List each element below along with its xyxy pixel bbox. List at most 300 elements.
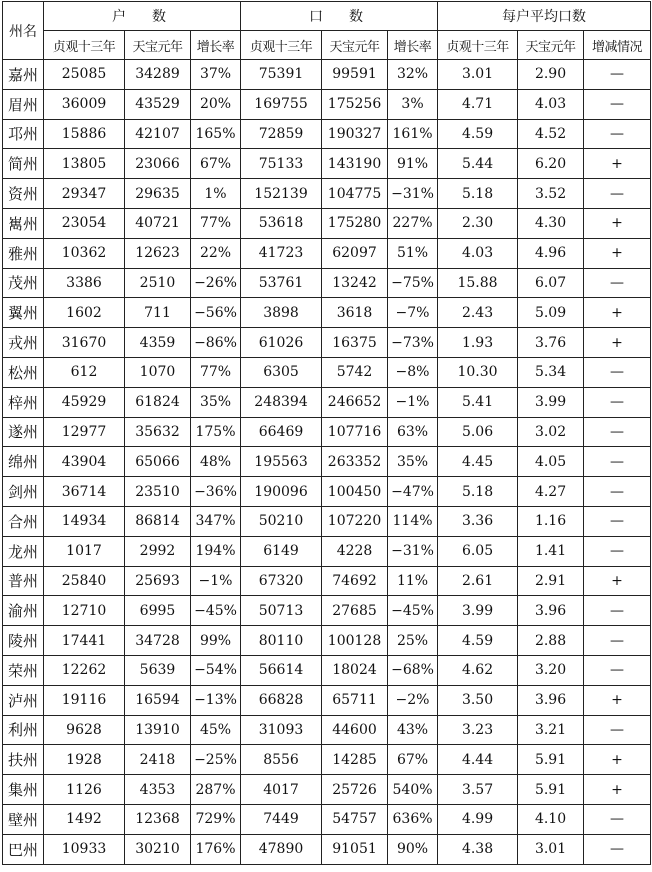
table-row: [3, 655, 651, 685]
households-growth-cell: 1%: [191, 179, 241, 209]
header-households-growth: 增长率: [191, 31, 241, 60]
households-growth-cell: 287%: [191, 775, 241, 805]
households-zhenguan-cell: 23054: [44, 208, 125, 238]
population-tianbao-cell: 100450: [322, 477, 388, 507]
population-zhenguan-cell: 31093: [241, 715, 322, 745]
population-tianbao-cell: 107716: [322, 417, 388, 447]
prefecture-cell: 巴州: [3, 834, 44, 864]
average-tianbao-cell: 2.90: [518, 60, 584, 90]
households-growth-cell: 77%: [191, 208, 241, 238]
average-tianbao-cell: 3.96: [518, 685, 584, 715]
population-zhenguan-cell: 169755: [241, 89, 322, 119]
header-population-tianbao: 天宝元年: [322, 31, 388, 60]
households-tianbao-cell: 43529: [125, 89, 191, 119]
households-growth-cell: 22%: [191, 238, 241, 268]
population-tianbao-cell: 100128: [322, 626, 388, 656]
average-change-cell: —: [584, 60, 651, 90]
prefecture-cell: 集州: [3, 775, 44, 805]
table-row: [3, 179, 651, 209]
population-zhenguan-cell: 190096: [241, 477, 322, 507]
households-zhenguan-cell: 612: [44, 357, 125, 387]
households-zhenguan-cell: 1928: [44, 745, 125, 775]
average-tianbao-cell: 1.41: [518, 536, 584, 566]
average-zhenguan-cell: 4.44: [438, 745, 518, 775]
average-change-cell: —: [584, 119, 651, 149]
population-growth-cell: 67%: [388, 745, 438, 775]
average-tianbao-cell: 2.88: [518, 626, 584, 656]
households-growth-cell: −45%: [191, 596, 241, 626]
average-tianbao-cell: 5.91: [518, 775, 584, 805]
households-growth-cell: −54%: [191, 655, 241, 685]
header-average-zhenguan: 贞观十三年: [438, 31, 518, 60]
households-zhenguan-cell: 12262: [44, 655, 125, 685]
households-tianbao-cell: 86814: [125, 506, 191, 536]
population-zhenguan-cell: 61026: [241, 328, 322, 358]
households-tianbao-cell: 2418: [125, 745, 191, 775]
prefecture-cell: 绵州: [3, 447, 44, 477]
population-tianbao-cell: 13242: [322, 268, 388, 298]
households-growth-cell: 67%: [191, 149, 241, 179]
households-tianbao-cell: 34289: [125, 60, 191, 90]
households-growth-cell: −26%: [191, 268, 241, 298]
households-zhenguan-cell: 15886: [44, 119, 125, 149]
population-growth-cell: −31%: [388, 179, 438, 209]
population-zhenguan-cell: 3898: [241, 298, 322, 328]
average-change-cell: —: [584, 179, 651, 209]
table-row: [3, 119, 651, 149]
average-change-cell: +: [584, 149, 651, 179]
population-tianbao-cell: 65711: [322, 685, 388, 715]
population-growth-cell: 35%: [388, 447, 438, 477]
population-growth-cell: 540%: [388, 775, 438, 805]
households-tianbao-cell: 16594: [125, 685, 191, 715]
average-zhenguan-cell: 1.93: [438, 328, 518, 358]
average-zhenguan-cell: 4.03: [438, 238, 518, 268]
households-zhenguan-cell: 19116: [44, 685, 125, 715]
households-tianbao-cell: 23510: [125, 477, 191, 507]
average-zhenguan-cell: 2.43: [438, 298, 518, 328]
prefecture-cell: 嘉州: [3, 60, 44, 90]
prefecture-cell: 渝州: [3, 596, 44, 626]
households-tianbao-cell: 2992: [125, 536, 191, 566]
households-tianbao-cell: 29635: [125, 179, 191, 209]
average-change-cell: +: [584, 208, 651, 238]
average-tianbao-cell: 3.01: [518, 834, 584, 864]
population-zhenguan-cell: 75133: [241, 149, 322, 179]
table-row: [3, 328, 651, 358]
average-zhenguan-cell: 5.18: [438, 179, 518, 209]
households-zhenguan-cell: 10362: [44, 238, 125, 268]
population-growth-cell: −1%: [388, 387, 438, 417]
prefecture-cell: 嶲州: [3, 208, 44, 238]
households-growth-cell: 35%: [191, 387, 241, 417]
average-tianbao-cell: 4.30: [518, 208, 584, 238]
average-tianbao-cell: 5.34: [518, 357, 584, 387]
prefecture-cell: 利州: [3, 715, 44, 745]
households-tianbao-cell: 65066: [125, 447, 191, 477]
population-tianbao-cell: 99591: [322, 60, 388, 90]
households-zhenguan-cell: 12977: [44, 417, 125, 447]
average-change-cell: —: [584, 655, 651, 685]
population-tianbao-cell: 91051: [322, 834, 388, 864]
average-tianbao-cell: 3.52: [518, 179, 584, 209]
population-tianbao-cell: 54757: [322, 804, 388, 834]
average-tianbao-cell: 3.96: [518, 596, 584, 626]
population-zhenguan-cell: 53761: [241, 268, 322, 298]
households-tianbao-cell: 6995: [125, 596, 191, 626]
table-row: [3, 417, 651, 447]
prefecture-cell: 陵州: [3, 626, 44, 656]
average-tianbao-cell: 4.52: [518, 119, 584, 149]
table-row: [3, 298, 651, 328]
households-tianbao-cell: 25693: [125, 566, 191, 596]
average-tianbao-cell: 3.02: [518, 417, 584, 447]
average-change-cell: —: [584, 626, 651, 656]
average-zhenguan-cell: 3.57: [438, 775, 518, 805]
prefecture-cell: 梓州: [3, 387, 44, 417]
households-tianbao-cell: 23066: [125, 149, 191, 179]
households-zhenguan-cell: 1126: [44, 775, 125, 805]
households-growth-cell: 175%: [191, 417, 241, 447]
population-growth-cell: 51%: [388, 238, 438, 268]
table-row: [3, 596, 651, 626]
population-zhenguan-cell: 41723: [241, 238, 322, 268]
table-row: [3, 536, 651, 566]
prefecture-cell: 茂州: [3, 268, 44, 298]
households-growth-cell: 45%: [191, 715, 241, 745]
households-zhenguan-cell: 25085: [44, 60, 125, 90]
population-tianbao-cell: 25726: [322, 775, 388, 805]
prefecture-cell: 荣州: [3, 655, 44, 685]
table-row: [3, 566, 651, 596]
average-zhenguan-cell: 4.99: [438, 804, 518, 834]
average-change-cell: —: [584, 536, 651, 566]
households-tianbao-cell: 34728: [125, 626, 191, 656]
average-zhenguan-cell: 4.71: [438, 89, 518, 119]
population-growth-cell: 3%: [388, 89, 438, 119]
population-tianbao-cell: 175256: [322, 89, 388, 119]
households-tianbao-cell: 61824: [125, 387, 191, 417]
average-zhenguan-cell: 4.59: [438, 626, 518, 656]
population-zhenguan-cell: 4017: [241, 775, 322, 805]
households-zhenguan-cell: 9628: [44, 715, 125, 745]
households-tianbao-cell: 13910: [125, 715, 191, 745]
population-zhenguan-cell: 47890: [241, 834, 322, 864]
households-zhenguan-cell: 29347: [44, 179, 125, 209]
average-zhenguan-cell: 5.06: [438, 417, 518, 447]
average-change-cell: +: [584, 298, 651, 328]
population-tianbao-cell: 74692: [322, 566, 388, 596]
households-zhenguan-cell: 1602: [44, 298, 125, 328]
average-tianbao-cell: 3.21: [518, 715, 584, 745]
average-change-cell: —: [584, 715, 651, 745]
population-table: [2, 1, 651, 865]
population-growth-cell: 90%: [388, 834, 438, 864]
households-zhenguan-cell: 10933: [44, 834, 125, 864]
table-row: [3, 208, 651, 238]
population-growth-cell: 32%: [388, 60, 438, 90]
header-average-tianbao: 天宝元年: [518, 31, 584, 60]
header-per-household: 每户平均口数: [438, 2, 651, 31]
households-growth-cell: −86%: [191, 328, 241, 358]
average-zhenguan-cell: 4.59: [438, 119, 518, 149]
households-tianbao-cell: 12368: [125, 804, 191, 834]
households-tianbao-cell: 30210: [125, 834, 191, 864]
population-growth-cell: 43%: [388, 715, 438, 745]
population-zhenguan-cell: 248394: [241, 387, 322, 417]
average-tianbao-cell: 3.76: [518, 328, 584, 358]
population-zhenguan-cell: 50713: [241, 596, 322, 626]
households-growth-cell: 165%: [191, 119, 241, 149]
table-row: [3, 804, 651, 834]
population-tianbao-cell: 14285: [322, 745, 388, 775]
households-zhenguan-cell: 25840: [44, 566, 125, 596]
average-change-cell: +: [584, 328, 651, 358]
average-zhenguan-cell: 15.88: [438, 268, 518, 298]
average-tianbao-cell: 1.16: [518, 506, 584, 536]
households-zhenguan-cell: 1492: [44, 804, 125, 834]
households-zhenguan-cell: 17441: [44, 626, 125, 656]
population-growth-cell: 636%: [388, 804, 438, 834]
average-zhenguan-cell: 5.44: [438, 149, 518, 179]
households-tianbao-cell: 711: [125, 298, 191, 328]
table-row: [3, 775, 651, 805]
population-tianbao-cell: 16375: [322, 328, 388, 358]
households-tianbao-cell: 35632: [125, 417, 191, 447]
households-tianbao-cell: 42107: [125, 119, 191, 149]
average-tianbao-cell: 5.09: [518, 298, 584, 328]
households-growth-cell: −13%: [191, 685, 241, 715]
average-zhenguan-cell: 2.61: [438, 566, 518, 596]
average-tianbao-cell: 4.27: [518, 477, 584, 507]
header-population: 口 数: [241, 2, 438, 31]
households-zhenguan-cell: 12710: [44, 596, 125, 626]
average-zhenguan-cell: 4.45: [438, 447, 518, 477]
households-growth-cell: −36%: [191, 477, 241, 507]
population-tianbao-cell: 4228: [322, 536, 388, 566]
prefecture-cell: 剑州: [3, 477, 44, 507]
households-zhenguan-cell: 43904: [44, 447, 125, 477]
households-tianbao-cell: 12623: [125, 238, 191, 268]
average-change-cell: —: [584, 387, 651, 417]
population-growth-cell: −2%: [388, 685, 438, 715]
prefecture-cell: 遂州: [3, 417, 44, 447]
average-zhenguan-cell: 4.62: [438, 655, 518, 685]
population-growth-cell: −47%: [388, 477, 438, 507]
households-zhenguan-cell: 14934: [44, 506, 125, 536]
average-zhenguan-cell: 3.23: [438, 715, 518, 745]
header-households-tianbao: 天宝元年: [125, 31, 191, 60]
average-zhenguan-cell: 5.18: [438, 477, 518, 507]
population-zhenguan-cell: 7449: [241, 804, 322, 834]
households-growth-cell: 176%: [191, 834, 241, 864]
households-tianbao-cell: 1070: [125, 357, 191, 387]
households-growth-cell: −25%: [191, 745, 241, 775]
population-tianbao-cell: 18024: [322, 655, 388, 685]
average-tianbao-cell: 3.99: [518, 387, 584, 417]
average-change-cell: +: [584, 685, 651, 715]
average-zhenguan-cell: 3.50: [438, 685, 518, 715]
table-row: [3, 447, 651, 477]
average-change-cell: —: [584, 506, 651, 536]
average-tianbao-cell: 4.05: [518, 447, 584, 477]
population-tianbao-cell: 190327: [322, 119, 388, 149]
households-growth-cell: 729%: [191, 804, 241, 834]
households-zhenguan-cell: 36714: [44, 477, 125, 507]
header-average-change: 增减情况: [584, 31, 651, 60]
households-growth-cell: 20%: [191, 89, 241, 119]
average-change-cell: —: [584, 804, 651, 834]
households-zhenguan-cell: 31670: [44, 328, 125, 358]
table-row: [3, 745, 651, 775]
population-growth-cell: −45%: [388, 596, 438, 626]
population-tianbao-cell: 246652: [322, 387, 388, 417]
average-change-cell: +: [584, 745, 651, 775]
population-growth-cell: 25%: [388, 626, 438, 656]
average-zhenguan-cell: 10.30: [438, 357, 518, 387]
population-tianbao-cell: 263352: [322, 447, 388, 477]
households-growth-cell: 48%: [191, 447, 241, 477]
population-growth-cell: 91%: [388, 149, 438, 179]
households-zhenguan-cell: 13805: [44, 149, 125, 179]
average-zhenguan-cell: 5.41: [438, 387, 518, 417]
average-tianbao-cell: 5.91: [518, 745, 584, 775]
population-tianbao-cell: 27685: [322, 596, 388, 626]
population-zhenguan-cell: 56614: [241, 655, 322, 685]
population-zhenguan-cell: 8556: [241, 745, 322, 775]
population-zhenguan-cell: 75391: [241, 60, 322, 90]
average-change-cell: —: [584, 89, 651, 119]
average-zhenguan-cell: 6.05: [438, 536, 518, 566]
population-zhenguan-cell: 72859: [241, 119, 322, 149]
households-tianbao-cell: 40721: [125, 208, 191, 238]
table-row: [3, 506, 651, 536]
prefecture-cell: 简州: [3, 149, 44, 179]
prefecture-cell: 戎州: [3, 328, 44, 358]
average-change-cell: —: [584, 357, 651, 387]
population-zhenguan-cell: 66469: [241, 417, 322, 447]
table-row: [3, 60, 651, 90]
population-zhenguan-cell: 66828: [241, 685, 322, 715]
average-change-cell: —: [584, 417, 651, 447]
average-change-cell: +: [584, 775, 651, 805]
population-zhenguan-cell: 67320: [241, 566, 322, 596]
header-households-zhenguan: 贞观十三年: [44, 31, 125, 60]
households-growth-cell: −1%: [191, 566, 241, 596]
population-zhenguan-cell: 6305: [241, 357, 322, 387]
table-row: [3, 357, 651, 387]
population-zhenguan-cell: 53618: [241, 208, 322, 238]
population-zhenguan-cell: 50210: [241, 506, 322, 536]
households-zhenguan-cell: 3386: [44, 268, 125, 298]
population-growth-cell: −73%: [388, 328, 438, 358]
table-row: [3, 477, 651, 507]
average-zhenguan-cell: 2.30: [438, 208, 518, 238]
table-row: [3, 685, 651, 715]
population-tianbao-cell: 3618: [322, 298, 388, 328]
table-row: [3, 238, 651, 268]
table-row: [3, 268, 651, 298]
average-tianbao-cell: 3.20: [518, 655, 584, 685]
average-tianbao-cell: 4.10: [518, 804, 584, 834]
average-change-cell: —: [584, 447, 651, 477]
prefecture-cell: 邛州: [3, 119, 44, 149]
population-growth-cell: −68%: [388, 655, 438, 685]
households-growth-cell: 194%: [191, 536, 241, 566]
population-tianbao-cell: 143190: [322, 149, 388, 179]
population-tianbao-cell: 62097: [322, 238, 388, 268]
population-growth-cell: 161%: [388, 119, 438, 149]
table-row: [3, 149, 651, 179]
average-change-cell: —: [584, 477, 651, 507]
population-zhenguan-cell: 80110: [241, 626, 322, 656]
households-tianbao-cell: 2510: [125, 268, 191, 298]
average-tianbao-cell: 4.96: [518, 238, 584, 268]
prefecture-cell: 扶州: [3, 745, 44, 775]
prefecture-cell: 普州: [3, 566, 44, 596]
average-change-cell: +: [584, 238, 651, 268]
average-tianbao-cell: 6.07: [518, 268, 584, 298]
average-change-cell: —: [584, 596, 651, 626]
population-tianbao-cell: 5742: [322, 357, 388, 387]
population-growth-cell: 227%: [388, 208, 438, 238]
prefecture-cell: 资州: [3, 179, 44, 209]
population-zhenguan-cell: 6149: [241, 536, 322, 566]
header-households: 户 数: [44, 2, 241, 31]
population-growth-cell: 114%: [388, 506, 438, 536]
population-zhenguan-cell: 195563: [241, 447, 322, 477]
prefecture-cell: 眉州: [3, 89, 44, 119]
average-tianbao-cell: 4.03: [518, 89, 584, 119]
prefecture-cell: 合州: [3, 506, 44, 536]
table-row: [3, 387, 651, 417]
average-tianbao-cell: 2.91: [518, 566, 584, 596]
table-row: [3, 89, 651, 119]
population-tianbao-cell: 175280: [322, 208, 388, 238]
population-growth-cell: 11%: [388, 566, 438, 596]
households-tianbao-cell: 4359: [125, 328, 191, 358]
households-growth-cell: −56%: [191, 298, 241, 328]
prefecture-cell: 翼州: [3, 298, 44, 328]
prefecture-cell: 龙州: [3, 536, 44, 566]
households-zhenguan-cell: 1017: [44, 536, 125, 566]
households-zhenguan-cell: 45929: [44, 387, 125, 417]
table-row: [3, 715, 651, 745]
households-growth-cell: 77%: [191, 357, 241, 387]
households-zhenguan-cell: 36009: [44, 89, 125, 119]
average-zhenguan-cell: 3.36: [438, 506, 518, 536]
average-change-cell: —: [584, 268, 651, 298]
table-row: [3, 626, 651, 656]
header-prefecture: 州名: [3, 2, 44, 60]
prefecture-cell: 松州: [3, 357, 44, 387]
population-tianbao-cell: 44600: [322, 715, 388, 745]
population-growth-cell: −8%: [388, 357, 438, 387]
header-population-growth: 增长率: [388, 31, 438, 60]
average-zhenguan-cell: 3.99: [438, 596, 518, 626]
households-tianbao-cell: 4353: [125, 775, 191, 805]
households-growth-cell: 347%: [191, 506, 241, 536]
average-zhenguan-cell: 4.38: [438, 834, 518, 864]
table-body: [3, 60, 651, 865]
households-growth-cell: 37%: [191, 60, 241, 90]
table-header: [3, 2, 651, 60]
average-change-cell: +: [584, 566, 651, 596]
households-growth-cell: 99%: [191, 626, 241, 656]
population-zhenguan-cell: 152139: [241, 179, 322, 209]
population-tianbao-cell: 104775: [322, 179, 388, 209]
population-growth-cell: −7%: [388, 298, 438, 328]
